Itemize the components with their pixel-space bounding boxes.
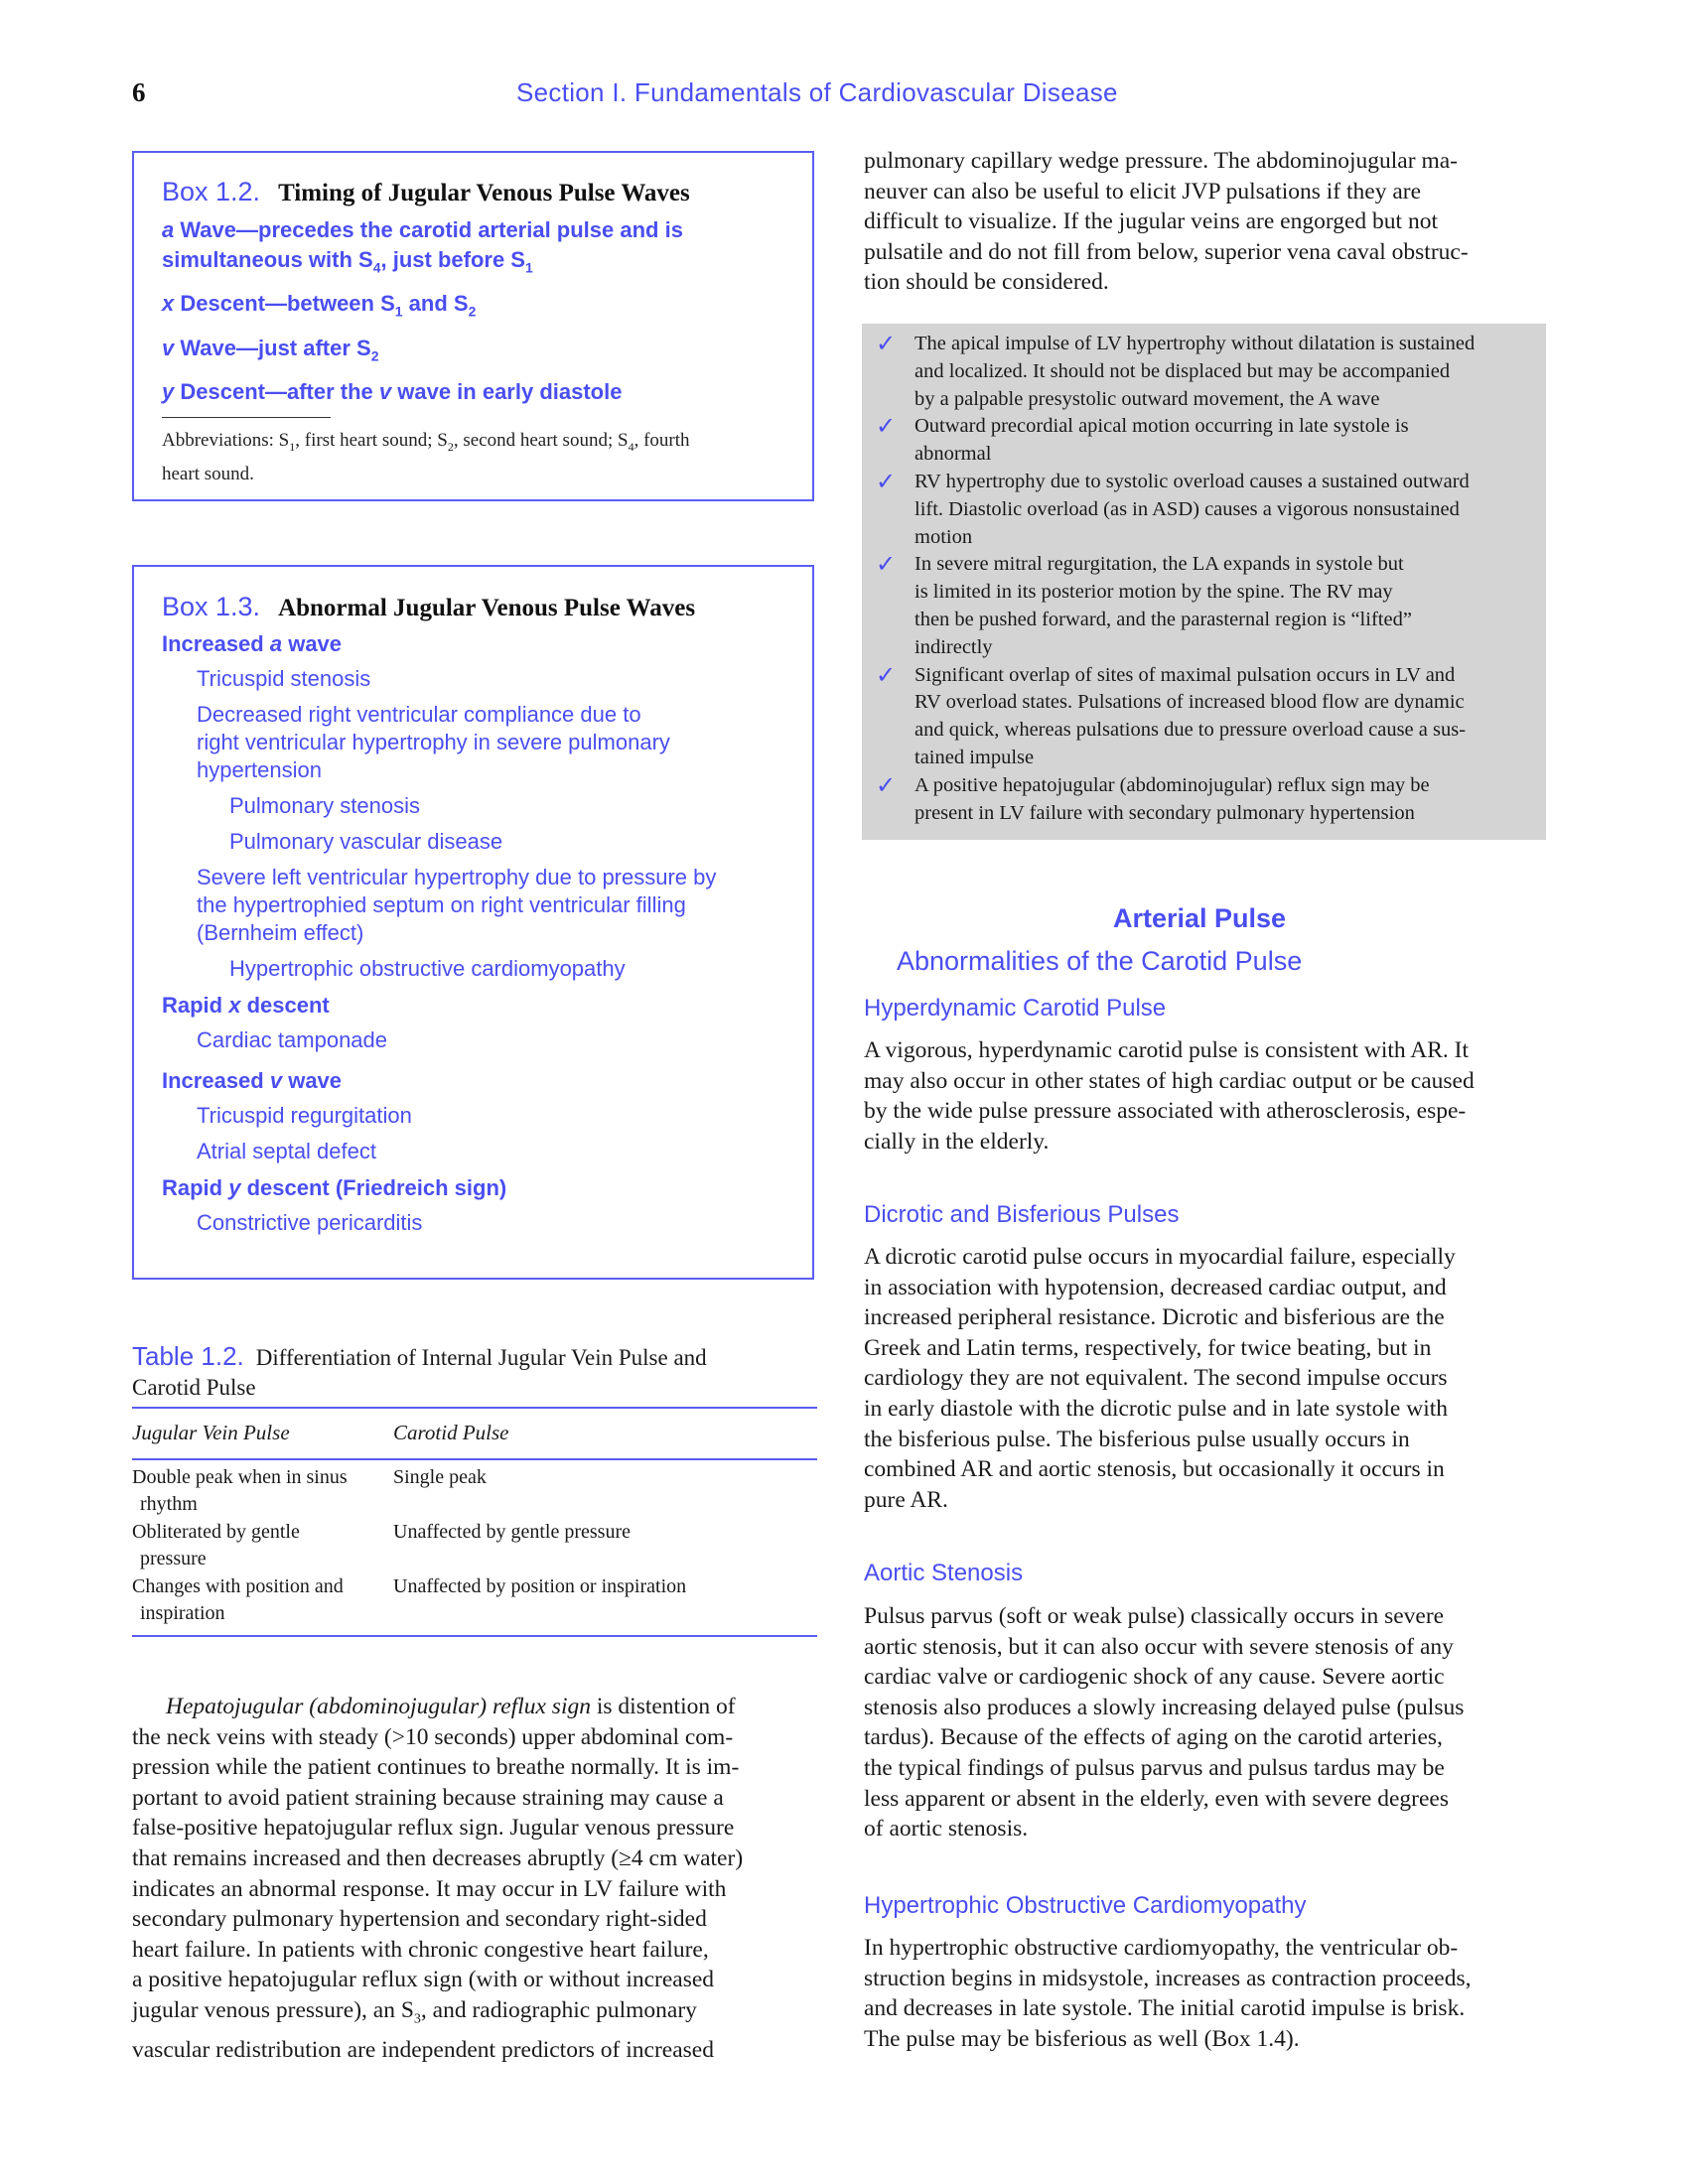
- heading-increased-a-wave: Increased a wave: [162, 631, 343, 656]
- box-1-2-waves: [162, 215, 797, 407]
- list-item: Decreased right ventricular compliance due to right ventricular hypertrophy in severe pulmonary hypertension: [197, 702, 670, 782]
- box-title-text: Abnormal Jugular Venous Pulse Waves: [278, 595, 696, 621]
- box-title-text: Timing of Jugular Venous Pulse Waves: [278, 180, 690, 206]
- v-wave-item: v Wave—just after $S_2$: [162, 335, 379, 364]
- a-wave-item: a Wave—precedes the carotid arterial pulse and is simultaneous with $S_4$, just before $S_1$: [162, 217, 683, 276]
- checklist-line: RV hypertrophy due to systolic overload causes a sustained outward: [914, 470, 1470, 492]
- checklist-item: [870, 772, 1529, 828]
- x-descent-item: x Descent—between $S_1$ and $S_2$: [162, 291, 477, 320]
- checklist-line: by a palpable presystolic outward movement, the A wave: [914, 387, 1380, 410]
- checklist-line: Outward precordial apical motion occurring in late systole is: [914, 415, 1409, 438]
- y-descent-item: y Descent—after the v wave in early diastole: [162, 379, 623, 405]
- carotid-abnormalities-heading: Abnormalities of the Carotid Pulse: [897, 946, 1303, 976]
- paragraph-line: aortic stenosis, but it can also occur with severe stenosis of any: [864, 1633, 1454, 1660]
- paragraph-line: of aortic stenosis.: [864, 1816, 1029, 1843]
- paragraph-line: by the wide pulse pressure associated with atherosclerosis, espe-: [864, 1098, 1467, 1125]
- table-cell: Unaffected by position or inspiration: [393, 1575, 687, 1597]
- checkmark-icon: ✓: [876, 660, 897, 689]
- checkmark-icon: ✓: [876, 550, 897, 579]
- checkmark-icon: ✓: [876, 330, 897, 357]
- heading-rapid-y-descent: Rapid y descent (Friedreich sign): [162, 1175, 507, 1200]
- precordial-checklist: [862, 324, 1546, 840]
- checklist-line: tained impulse: [914, 746, 1035, 768]
- paragraph-line: pure AR.: [864, 1486, 948, 1513]
- box-1-2-title: [162, 177, 690, 207]
- checkmark-icon: ✓: [876, 770, 897, 799]
- checklist-item: [870, 413, 1529, 469]
- checklist-line: In severe mitral regurgitation, the LA expands in systole but: [914, 553, 1404, 576]
- checklist-line: RV overload states. Pulsations of increased blood flow are dynamic: [914, 691, 1465, 714]
- heading-rapid-x-descent: Rapid x descent: [162, 993, 330, 1018]
- checklist-line: Significant overlap of sites of maximal pulsation occurs in LV and: [914, 663, 1456, 686]
- paragraph-line: A dicrotic carotid pulse occurs in myocardial failure, especially: [864, 1244, 1456, 1270]
- table-cell: Double peak when in sinus rhythm: [132, 1466, 348, 1515]
- hyperdynamic-heading: Hyperdynamic Carotid Pulse: [864, 995, 1167, 1022]
- heading-increased-v-wave: Increased v wave: [162, 1068, 343, 1093]
- checklist-line: motion: [914, 525, 973, 548]
- table-cell: Unaffected by gentle pressure: [393, 1521, 631, 1543]
- checklist-item: [870, 469, 1529, 551]
- table-cell: Single peak: [393, 1466, 487, 1488]
- list-item: Hypertrophic obstructive cardiomyopathy: [229, 956, 626, 981]
- checklist-line: present in LV failure with secondary pulmonary hypertension: [914, 801, 1415, 824]
- checklist-line: and localized. It should not be displaced but may be accompanied: [914, 359, 1451, 382]
- hepatojugular-paragraph: Hepatojugular (abdominojugular) reflux sign is distention of the neck veins with steady (>10 seconds) upper abdominal com- pression while the patient continues to breathe normally. It is im- portant to avoid patient straining because straining may cause a false-positive hepatojugular reflux sign. Jugular venous pressure that remains increased and then decreases abruptly (≥4 cm water) indicates an abnormal response. It may occur in LV failure with secondary pulmonary hypertension and secondary right-sided heart failure. In patients with chronic congestive heart failure, a positive hepatojugular reflux sign (with or without increased jugular venous pressure), an $S_3$, and radiographic pulmonary vascular redistribution are independent predictors of increased: [132, 1694, 744, 2064]
- checklist-line: abnormal: [914, 443, 992, 466]
- list-item: Constrictive pericarditis: [197, 1210, 423, 1235]
- dicrotic-paragraph: [864, 1242, 1546, 1515]
- paragraph-line: struction begins in midsystole, increases as contraction proceeds,: [864, 1965, 1472, 1991]
- aortic-stenosis-heading: Aortic Stenosis: [864, 1560, 1024, 1586]
- paragraph-line: increased peripheral resistance. Dicrotic and bisferious are the: [864, 1304, 1445, 1331]
- page-number: 6: [132, 77, 146, 107]
- checklist-line: is limited in its posterior motion by the spine. The RV may: [914, 581, 1393, 604]
- table-bottom-rule: [132, 1635, 817, 1637]
- jvp-continuation-paragraph: pulmonary capillary wedge pressure. The abdominojugular ma- neuver can also be useful to elicit JVP pulsations if they are difficult to visualize. If the jugular veins are engorged but not pulsatile and do not fill from below, superior vena caval obstruc- tion should be considered.: [864, 148, 1469, 296]
- checklist-line: then be pushed forward, and the parasternal region is “lifted”: [914, 608, 1412, 630]
- paragraph-line: Greek and Latin terms, respectively, for twice beating, but in: [864, 1334, 1432, 1361]
- checkmark-icon: ✓: [876, 467, 897, 495]
- checklist-item: [870, 331, 1529, 413]
- paragraph-line: The pulse may be bisferious as well (Box 1.4).: [864, 2025, 1300, 2052]
- checklist-line: indirectly: [914, 635, 993, 658]
- checklist-item: [870, 662, 1529, 772]
- paragraph-line: in early diastole with the dicrotic pulse and in late systole with: [864, 1395, 1449, 1422]
- abbreviations-note: Abbreviations: $S_1$, first heart sound; $S_2$, second heart sound; $S_4$, fourth heart sound.: [162, 430, 690, 484]
- paragraph-line: stenosis also produces a slowly increasing delayed pulse (pulsus: [864, 1694, 1465, 1720]
- checklist-line: and quick, whereas pulsations due to pressure overload cause a sus-: [914, 719, 1467, 742]
- paragraph-line: combined AR and aortic stenosis, but occasionally it occurs in: [864, 1456, 1445, 1483]
- list-item: Pulmonary vascular disease: [229, 829, 503, 854]
- hocm-heading: Hypertrophic Obstructive Cardiomyopathy: [864, 1892, 1307, 1919]
- box-1-2: [132, 151, 814, 501]
- aortic-stenosis-paragraph: [864, 1601, 1546, 1844]
- table-cell: Obliterated by gentle pressure: [132, 1521, 300, 1570]
- checklist-line: The apical impulse of LV hypertrophy without dilatation is sustained: [914, 333, 1476, 354]
- box-1-3-title: [162, 592, 695, 622]
- box-1-3: [132, 565, 814, 1280]
- running-head: Section I. Fundamentals of Cardiovascular Disease: [516, 77, 1118, 107]
- footnote-rule: [162, 417, 331, 418]
- paragraph-line: in association with hypotension, decreased cardiac output, and: [864, 1274, 1447, 1300]
- table-header-carotid: Carotid Pulse: [393, 1421, 509, 1444]
- paragraph-line: cially in the elderly.: [864, 1128, 1050, 1155]
- box-1-3-list: [162, 629, 807, 1237]
- paragraph-line: and decreases in late systole. The initial carotid impulse is brisk.: [864, 1995, 1466, 2022]
- box-label: Box 1.3.: [162, 592, 261, 621]
- paragraph-line: tardus). Because of the effects of aging on the carotid arteries,: [864, 1724, 1443, 1751]
- paragraph-line: cardiac valve or cardiogenic shock of any cause. Severe aortic: [864, 1664, 1445, 1691]
- list-item: Atrial septal defect: [197, 1139, 376, 1163]
- hocm-paragraph: [864, 1933, 1546, 2054]
- checklist-line: lift. Diastolic overload (as in ASD) causes a vigorous nonsustained: [914, 497, 1460, 520]
- table-header-jugular: Jugular Vein Pulse: [132, 1421, 290, 1444]
- list-item: Tricuspid stenosis: [197, 666, 371, 691]
- paragraph-line: the typical findings of pulsus parvus and pulsus tardus may be: [864, 1754, 1445, 1781]
- hyperdynamic-paragraph: [864, 1035, 1546, 1157]
- paragraph-line: may also occur in other states of high cardiac output or be caused: [864, 1067, 1475, 1094]
- table-1-2-caption: Table 1.2. Differentiation of Internal Jugular Vein Pulse and Carotid Pulse: [132, 1341, 707, 1400]
- checklist-line: A positive hepatojugular (abdominojugular) reflux sign may be: [914, 773, 1430, 796]
- table-top-rule: [132, 1407, 817, 1409]
- list-item: Cardiac tamponade: [197, 1027, 388, 1052]
- table-header-rule: [132, 1458, 817, 1460]
- paragraph-line: the bisferious pulse. The bisferious pulse usually occurs in: [864, 1426, 1410, 1452]
- paragraph-line: less apparent or absent in the elderly, even with severe degrees: [864, 1785, 1450, 1812]
- paragraph-line: cardiology they are not equivalent. The second impulse occurs: [864, 1365, 1448, 1392]
- table-label: Table 1.2.: [132, 1341, 244, 1371]
- list-item: Pulmonary stenosis: [229, 793, 420, 818]
- table-cell: Changes with position and inspiration: [132, 1575, 344, 1624]
- list-item: Tricuspid regurgitation: [197, 1103, 412, 1128]
- checkmark-icon: ✓: [876, 412, 897, 441]
- checklist-item: [870, 551, 1529, 661]
- box-label: Box 1.2.: [162, 177, 261, 206]
- dicrotic-heading: Dicrotic and Bisferious Pulses: [864, 1201, 1180, 1228]
- arterial-pulse-heading: Arterial Pulse: [1113, 903, 1287, 933]
- paragraph-line: Pulsus parvus (soft or weak pulse) classically occurs in severe: [864, 1603, 1445, 1629]
- paragraph-line: In hypertrophic obstructive cardiomyopathy, the ventricular ob-: [864, 1935, 1459, 1961]
- paragraph-line: A vigorous, hyperdynamic carotid pulse is consistent with AR. It: [864, 1037, 1469, 1063]
- list-item: Severe left ventricular hypertrophy due to pressure by the hypertrophied septum on right ventricular filling (Bernheim effect): [197, 865, 717, 945]
